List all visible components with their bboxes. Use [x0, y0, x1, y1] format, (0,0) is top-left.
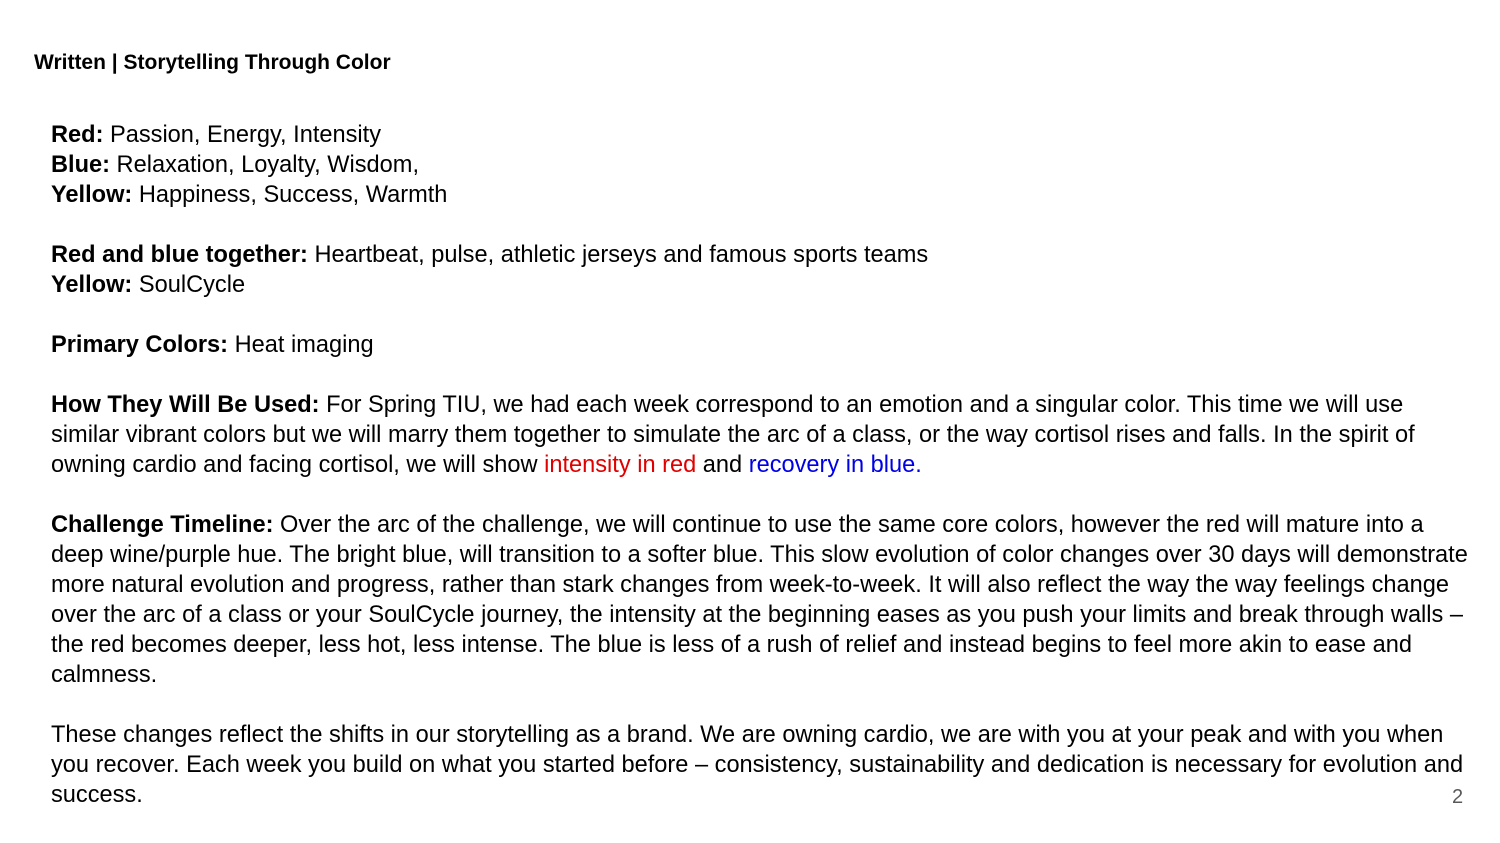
- slide-title: Written | Storytelling Through Color: [34, 51, 391, 74]
- paragraph-spacer: [51, 360, 1471, 390]
- primary-text: Heat imaging: [228, 332, 374, 358]
- recovery-blue-phrase: recovery in blue.: [748, 452, 922, 478]
- timeline-paragraph: [51, 510, 1471, 690]
- color-label-red: Red:: [51, 122, 104, 148]
- paragraph-spacer: [51, 690, 1471, 720]
- color-text-blue: Relaxation, Loyalty, Wisdom,: [109, 152, 420, 178]
- combo-label-yellow: Yellow:: [51, 272, 133, 298]
- primary-label: Primary Colors:: [51, 332, 229, 358]
- page-number: 2: [1452, 786, 1464, 808]
- usage-text: For Spring TIU, we had each week correspond to an emotion and a singular color. This time we will use similar vibrant colors but we will marry them together to simulate the arc of a class, or the way cortisol rises and falls. In the spirit of owning cardio and facing cortisol, we will show: [51, 392, 1415, 478]
- color-meaning-blue: [51, 150, 1471, 180]
- combo-yellow: [51, 270, 1471, 300]
- timeline-text: Over the arc of the challenge, we will continue to use the same core colors, however the red will mature into a deep wine/purple hue. The bright blue, will transition to a softer blue. This slow evolution of color changes over 30 days will demonstrate more natural evolution and progress, rather than stark changes from week-to-week. It will also reflect the way the way feelings change over the arc of a class or your SoulCycle journey, the intensity at the beginning eases as you push your limits and break through walls – the red becomes deeper, less hot, less intense. The blue is less of a rush of relief and instead begins to feel more akin to ease and calmness.: [51, 512, 1468, 688]
- combo-red-blue: [51, 240, 1471, 270]
- color-meaning-yellow: [51, 180, 1471, 210]
- slide-body: [51, 120, 1471, 810]
- color-label-blue: Blue:: [51, 152, 110, 178]
- color-meaning-red: [51, 120, 1471, 150]
- paragraph-spacer: [51, 480, 1471, 510]
- intensity-red-phrase: intensity in red: [544, 452, 697, 478]
- paragraph-spacer: [51, 210, 1471, 240]
- primary-colors: [51, 330, 1471, 360]
- color-label-yellow: Yellow:: [51, 182, 133, 208]
- combo-text-yellow: SoulCycle: [132, 272, 246, 298]
- color-text-red: Passion, Energy, Intensity: [103, 122, 382, 148]
- timeline-label: Challenge Timeline:: [51, 512, 274, 538]
- usage-paragraph: [51, 390, 1471, 480]
- color-text-yellow: Happiness, Success, Warmth: [132, 182, 448, 208]
- usage-label: How They Will Be Used:: [51, 392, 320, 418]
- combo-text-red-blue: Heartbeat, pulse, athletic jerseys and famous sports teams: [307, 242, 929, 268]
- paragraph-spacer: [51, 300, 1471, 330]
- usage-connector: and: [696, 452, 749, 478]
- closing-paragraph: These changes reflect the shifts in our storytelling as a brand. We are owning cardio, we are with you at your peak and with you when you recover. Each week you build on what you started before – consistency, sustainability and dedication is necessary for evolution and success.: [51, 722, 1464, 808]
- combo-label-red-blue: Red and blue together:: [51, 242, 308, 268]
